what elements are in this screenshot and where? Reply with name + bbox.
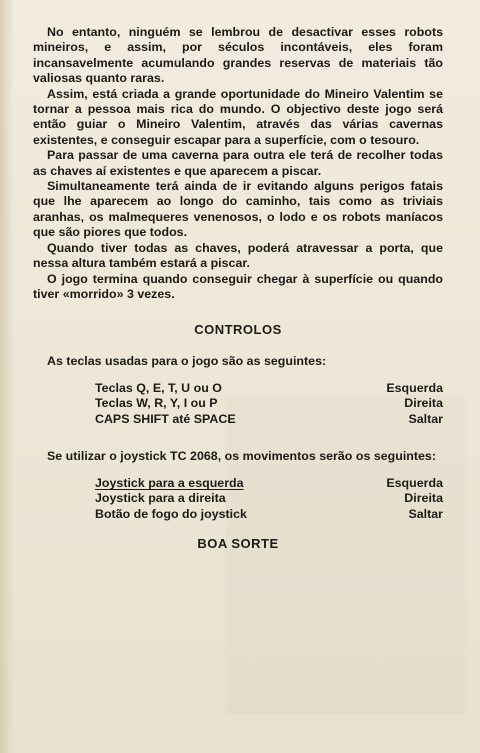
key-label: Teclas Q, E, T, U ou O bbox=[95, 381, 222, 396]
controls-heading: CONTROLOS bbox=[194, 322, 282, 338]
key-label: Teclas W, R, Y, I ou P bbox=[95, 396, 218, 411]
joystick-action: Saltar bbox=[408, 506, 443, 521]
key-row bbox=[95, 396, 443, 411]
joystick-row bbox=[95, 507, 443, 522]
paragraph-1: No entanto, ninguém se lembrou de desactivar esses robots mineiros, e assim, por séculos incontáveis, eles foram incansavelmente acumulando grandes reservas de materiais tão valiosas quanto raras. bbox=[33, 25, 443, 86]
joystick-row bbox=[95, 491, 443, 506]
joystick-label: Joystick para a direita bbox=[95, 491, 226, 506]
key-row bbox=[95, 412, 443, 427]
key-action: Esquerda bbox=[386, 381, 443, 396]
paragraph-5: Quando tiver todas as chaves, poderá atravessar a porta, que nessa altura também estará a piscar. bbox=[33, 240, 443, 271]
key-list bbox=[95, 381, 443, 427]
closing-heading: BOA SORTE bbox=[197, 535, 279, 551]
controls-intro: As teclas usadas para o jogo são as seguintes: bbox=[47, 353, 327, 368]
joystick-intro: Se utilizar o joystick TC 2068, os movimentos serão os seguintes: bbox=[47, 448, 436, 463]
paragraph-6: O jogo termina quando conseguir chegar à superfície ou quando tiver «morrido» 3 vezes. bbox=[33, 271, 443, 301]
paragraph-2: Assim, está criada a grande oportunidade do Mineiro Valentim se tornar a pessoa mais rica do mundo. O objectivo deste jogo será então guiar o Mineiro Valentim, através das várias cavernas existentes, e conseguir escapar para a superfície, com o tesouro. bbox=[33, 86, 443, 147]
document-body bbox=[33, 25, 443, 567]
joystick-list bbox=[95, 476, 443, 522]
joystick-label: Botão de fogo do joystick bbox=[95, 506, 247, 521]
joystick-row bbox=[95, 476, 443, 491]
joystick-action: Esquerda bbox=[386, 476, 443, 491]
joystick-action: Direita bbox=[404, 491, 443, 506]
key-action: Direita bbox=[404, 396, 443, 411]
joystick-label: Joystick para a esquerda bbox=[95, 476, 244, 491]
paragraph-4: Simultaneamente terá ainda de ir evitando alguns perigos fatais que lhe aparecem ao longo do caminho, tais como as triviais aranhas, os malmequeres venenosos, o lodo e os robots maníacos que são piores que todos. bbox=[33, 179, 443, 240]
page-edge-stain bbox=[0, 0, 14, 753]
key-action: Saltar bbox=[408, 411, 443, 426]
paragraph-3: Para passar de uma caverna para outra ele terá de recolher todas as chaves aí existentes e que aparecem a piscar. bbox=[33, 148, 443, 178]
key-row bbox=[95, 381, 443, 396]
key-label: CAPS SHIFT até SPACE bbox=[95, 411, 236, 426]
